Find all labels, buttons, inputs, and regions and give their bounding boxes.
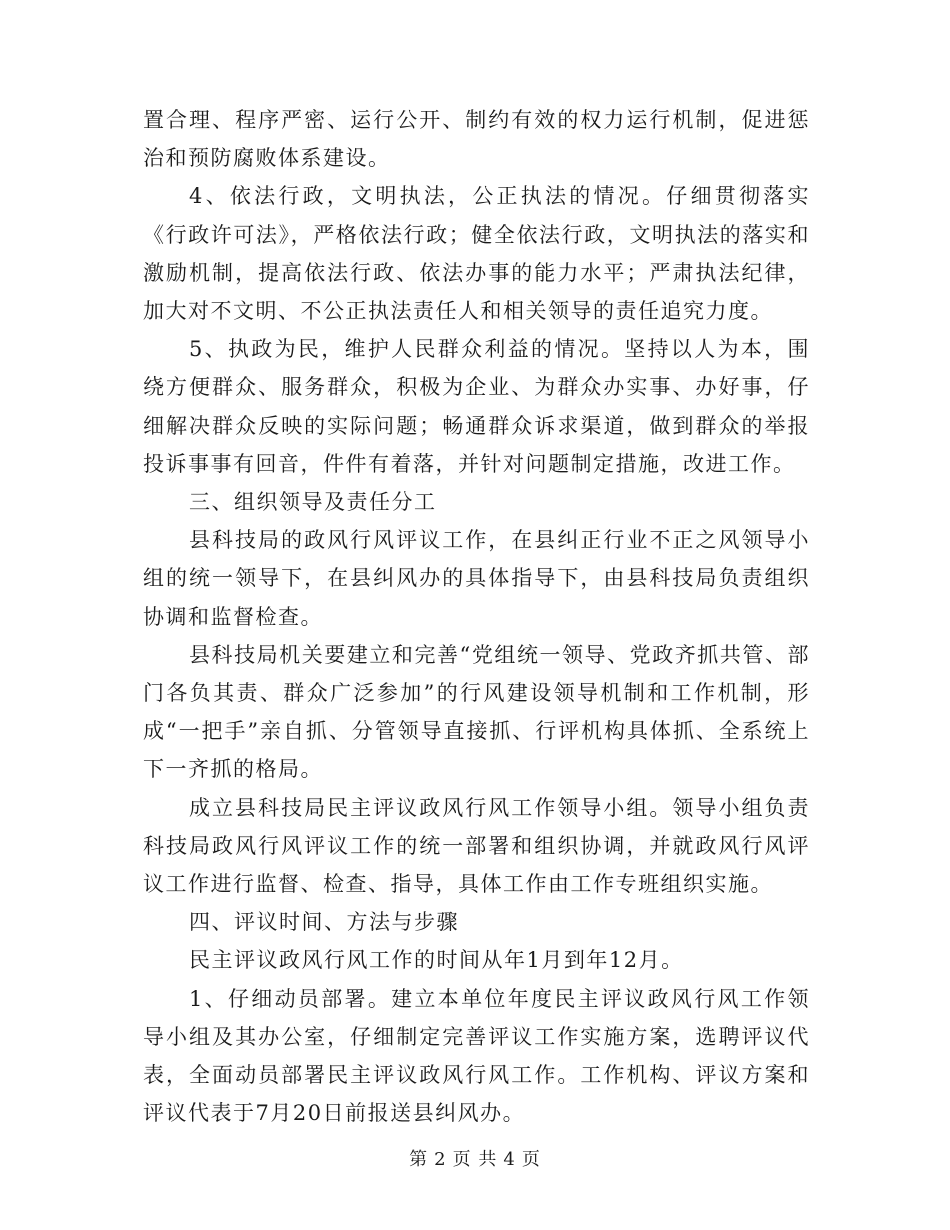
paragraph-group: 成立县科技局民主评议政风行风工作领导小组。领导小组负责科技局政风行风评议工作的统一部署和组织协调，并就政风行风评议工作进行监督、检查、指导，具体工作由工作专班组织实施。: [143, 795, 810, 897]
paragraph-continued: 置合理、程序严密、运行公开、制约有效的权力运行机制，促进惩治和预防腐败体系建设。: [143, 108, 810, 171]
document-body: [143, 101, 810, 1132]
footer-prefix: 第: [409, 1149, 429, 1170]
paragraph-item-5: 5、执政为民，维护人民群众利益的情况。坚持以人为本，围绕方便群众、服务群众，积极为企业、为群众办实事、办好事，仔细解决群众反映的实际问题；畅通群众诉求渠道，做到群众的举报投诉事事有回音，件件有着落，并针对问题制定措施，改进工作。: [143, 337, 810, 476]
paragraph-step-1: 1、仔细动员部署。建立本单位年度民主评议政风行风工作领导小组及其办公室，仔细制定完善评议工作实施方案，选聘评议代表，全面动员部署民主评议政风行风工作。工作机构、评议方案和评议代表于7月20日前报送县纠风办。: [143, 986, 810, 1126]
section-heading-4: 四、评议时间、方法与步骤: [189, 910, 459, 935]
footer-suffix: 页: [521, 1149, 541, 1170]
paragraph-mechanism: 县科技局机关要建立和完善“党组统一领导、党政齐抓共管、部门各负其责、群众广泛参加”的行风建设领导机制和工作机制，形成“一把手”亲自抓、分管领导直接抓、行评机构具体抓、全系统上下一齐抓的格局。: [143, 642, 810, 782]
paragraph-item-4: 4、依法行政，文明执法，公正执法的情况。仔细贯彻落实《行政许可法》，严格依法行政；健全依法行政，文明执法的落实和激励机制，提高依法行政、依法办事的能力水平；严肃执法纪律，加大对不文明、不公正执法责任人和相关领导的责任追究力度。: [143, 184, 810, 324]
footer-middle: 页 共: [452, 1149, 498, 1170]
paragraph-timeframe: 民主评议政风行风工作的时间从年1月到年12月。: [189, 948, 684, 973]
page-footer: [0, 1145, 950, 1171]
footer-page-number: 2: [434, 1149, 447, 1170]
paragraph-leadership: 县科技局的政风行风评议工作，在县纠正行业不正之风领导小组的统一领导下，在县纠风办的具体指导下，由县科技局负责组织协调和监督检查。: [143, 528, 810, 629]
footer-total-pages: 4: [503, 1149, 516, 1170]
section-heading-3: 三、组织领导及责任分工: [189, 490, 437, 515]
